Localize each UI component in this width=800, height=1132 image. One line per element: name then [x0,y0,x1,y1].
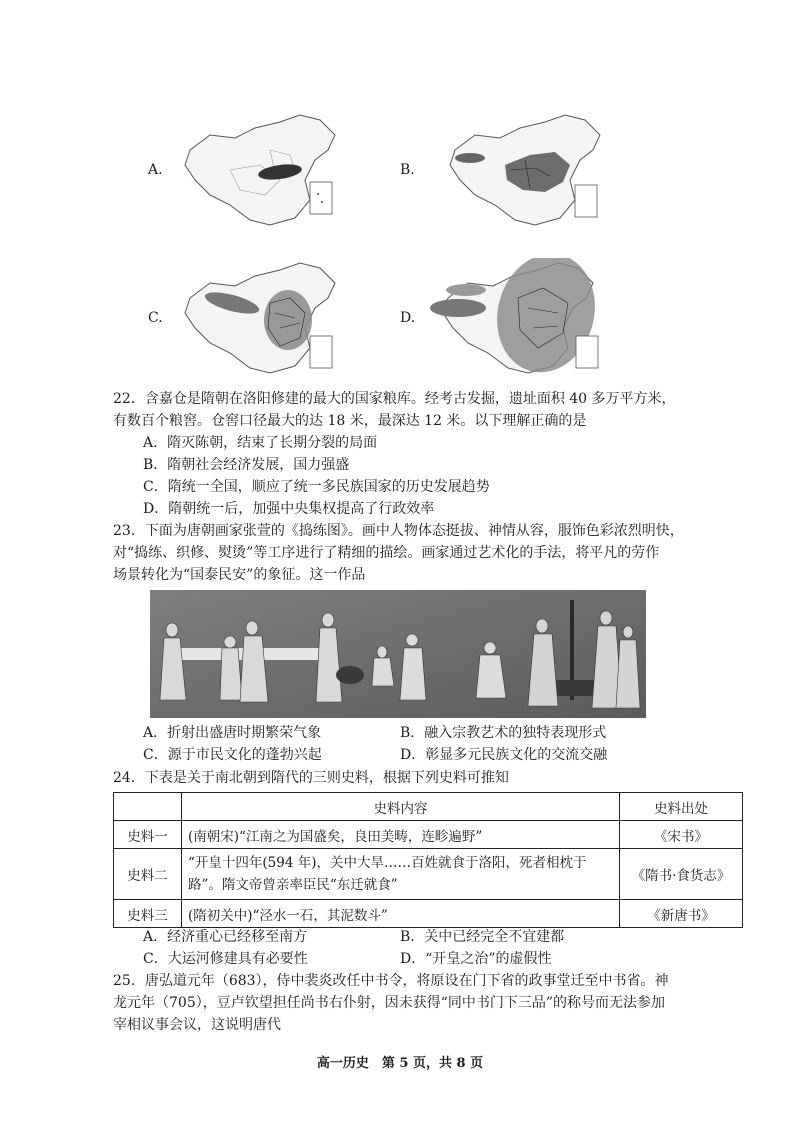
q25-stem-line-3: 宰相议事会议，这说明唐代 [113,1017,281,1033]
row-label: 史料一 [114,821,182,849]
map-option-c-letter: C. [148,310,163,326]
q25-stem-line-1: 25．唐弘道元年（683），侍中裴炎改任中书令，将原设在门下省的政事堂迁至中书省。神 [113,973,669,989]
painting-image [150,590,646,718]
q23-option-d[interactable]: D．彰显多元民族文化的交流交融 [400,747,608,763]
q22-stem-line-2: 有数百个粮窖。仓窖口径最大的达 18 米，最深达 12 米。以下理解正确的是 [113,413,587,429]
q23-option-a[interactable]: A．折射出盛唐时期繁荣气象 [143,725,322,741]
q22-option-b[interactable]: B．隋朝社会经济发展，国力强盛 [143,457,350,473]
q23-stem-line-2: 对“捣练、织修、熨烫”等工序进行了精细的描绘。画家通过艺术化的手法，将平凡的劳作 [113,545,660,561]
q22-option-d[interactable]: D．隋朝统一后，加强中央集权提高了行政效率 [143,501,435,517]
q22-option-c[interactable]: C．隋统一全国，顺应了统一多民族国家的历史发展趋势 [143,479,490,495]
table-header-row [114,793,743,821]
row-source: 《新唐书》 [620,900,743,928]
q25-stem-line-2: 龙元年（705），豆卢钦望担任尚书右仆射，因未获得“同中书门下三品”的称号而无法参加 [113,995,666,1011]
table-row [114,821,743,849]
q24-option-d[interactable]: D．“开皇之治”的虚假性 [400,951,552,967]
source-table [113,792,743,928]
table-header-content: 史料内容 [182,793,620,821]
map-c-image [170,258,350,383]
row-source: 《隋书·食货志》 [620,849,743,900]
page-footer: 高一历史 第 5 页，共 8 页 [316,1056,484,1071]
q23-stem-line-3: 场景转化为“国泰民安”的象征。这一作品 [113,567,366,583]
row-content: (南朝宋)“江南之为国盛矣，良田美畴，连畛遍野” [182,821,620,849]
map-d-image [428,258,618,383]
q22-option-a[interactable]: A．隋灭陈朝，结束了长期分裂的局面 [143,435,378,451]
q23-option-b[interactable]: B．融入宗教艺术的独特表现形式 [400,725,607,741]
q24-option-a[interactable]: A．经济重心已经移至南方 [143,929,308,945]
map-option-a-letter: A. [148,162,163,178]
table-header-blank [114,793,182,821]
q23-option-c[interactable]: C．源于市民文化的蓬勃兴起 [143,747,322,763]
q22-stem-line-1: 22．含嘉仓是隋朝在洛阳修建的最大的国家粮库。经考古发掘，遗址面积 40 多万平方米， [113,391,676,407]
q24-option-c[interactable]: C．大运河修建具有必要性 [143,951,308,967]
row-content: “开皇十四年(594 年)，关中大旱……百姓就食于洛阳，死者相枕于路”。隋文帝曾亲率臣民“东迁就食” [182,849,620,900]
map-option-b-letter: B. [400,162,415,178]
table-header-source: 史料出处 [620,793,743,821]
map-option-d-letter: D. [400,310,416,326]
row-label: 史料二 [114,849,182,900]
row-label: 史料三 [114,900,182,928]
q24-option-b[interactable]: B．关中已经完全不宜建都 [400,929,565,945]
q24-stem: 24．下表是关于南北朝到隋代的三则史料，根据下列史料可推知 [113,770,509,786]
row-content: (隋初关中)“泾水一石，其泥数斗” [182,900,620,928]
table-row [114,900,743,928]
map-b-image [435,110,615,235]
q23-stem-line-1: 23．下面为唐朝画家张萱的《捣练图》。画中人物体态挺拔、神情从容，服饰色彩浓烈明快， [113,523,684,539]
table-row [114,849,743,900]
row-source: 《宋书》 [620,821,743,849]
map-a-image [170,110,350,235]
